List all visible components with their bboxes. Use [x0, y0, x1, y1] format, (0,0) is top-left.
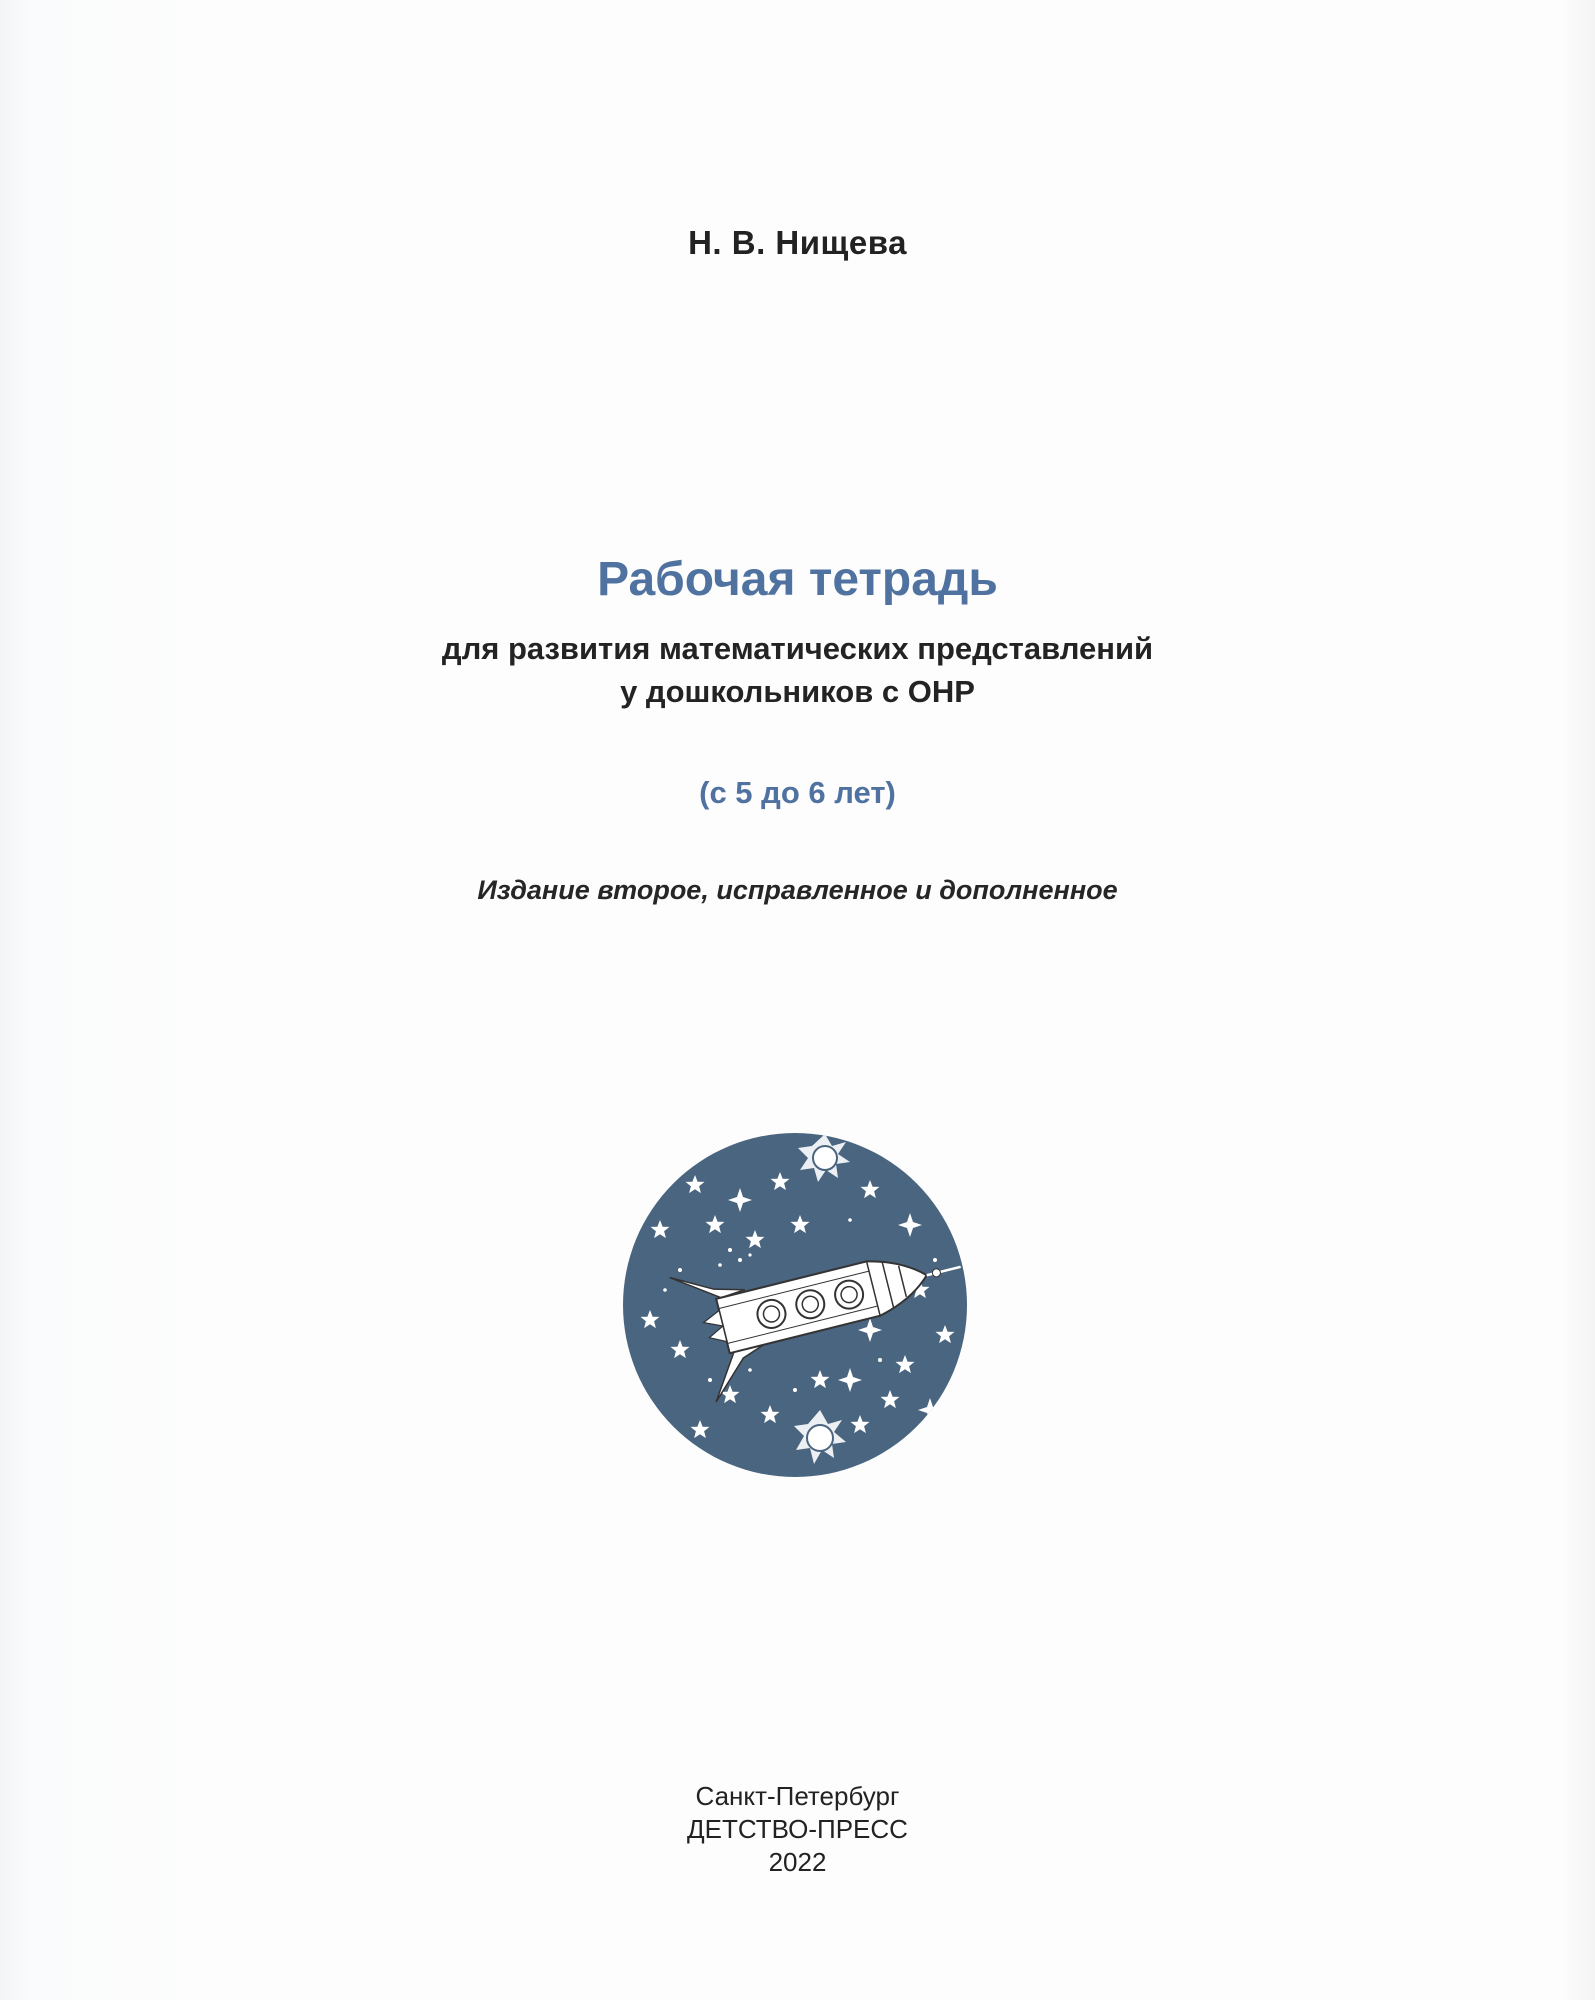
subtitle-line-2: у дошкольников с ОНР: [620, 674, 975, 709]
imprint: [0, 1780, 1595, 1879]
subtitle-line-1: для развития математических представлений: [441, 631, 1154, 666]
author-name: Н. В. Нищева: [688, 224, 907, 261]
imprint-year: 2022: [768, 1847, 827, 1877]
book-subtitle: [0, 627, 1595, 713]
rocket-space-emblem-icon: [620, 1130, 970, 1480]
age-range: (с 5 до 6 лет): [699, 775, 896, 810]
imprint-city: Санкт-Петербург: [695, 1781, 900, 1811]
book-title: Рабочая тетрадь: [597, 553, 998, 606]
imprint-publisher: ДЕТСТВО-ПРЕСС: [687, 1814, 908, 1844]
edition-note: Издание второе, исправленное и дополненное: [477, 875, 1118, 905]
